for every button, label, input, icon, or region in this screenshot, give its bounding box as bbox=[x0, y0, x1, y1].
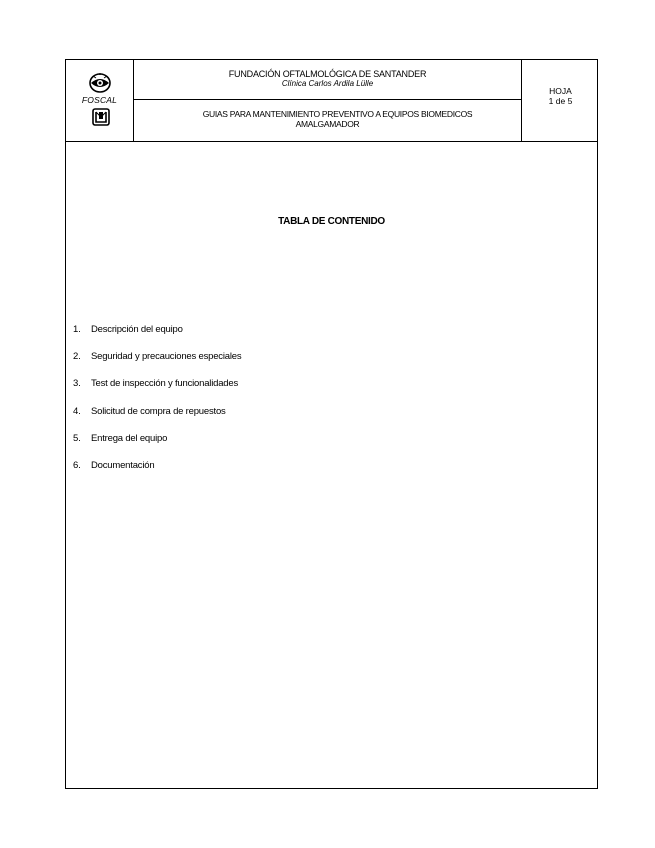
document-page bbox=[65, 59, 598, 789]
document-title: GUIAS PARA MANTENIMIENTO PREVENTIVO A EQUIPOS BIOMEDICOS bbox=[202, 109, 473, 119]
toc-item-number: 2. bbox=[73, 351, 81, 363]
document-title-block bbox=[134, 100, 521, 141]
eye-emblem-icon bbox=[86, 72, 114, 94]
toc-title: TABLA DE CONTENIDO bbox=[278, 216, 385, 227]
toc-item bbox=[73, 460, 241, 487]
toc-item-label: Solicitud de compra de repuestos bbox=[91, 405, 226, 417]
organization-name: FUNDACIÓN OFTALMOLÓGICA DE SANTANDER bbox=[228, 69, 427, 79]
toc-item-number: 3. bbox=[73, 378, 81, 390]
toc-item bbox=[73, 351, 241, 378]
toc-item bbox=[73, 378, 241, 405]
toc-item-label: Entrega del equipo bbox=[91, 432, 168, 444]
toc-item-number: 5. bbox=[73, 432, 81, 444]
organization-block bbox=[134, 60, 521, 100]
toc-item-label: Test de inspección y funcionalidades bbox=[91, 378, 239, 390]
toc-list bbox=[73, 324, 241, 487]
toc-item-number: 4. bbox=[73, 405, 81, 417]
toc-item-number: 1. bbox=[73, 324, 81, 335]
toc-item-label: Documentación bbox=[91, 459, 155, 471]
page-number-cell bbox=[522, 60, 599, 141]
header-title-cell bbox=[134, 60, 522, 141]
document-header bbox=[66, 60, 597, 142]
logo-cell bbox=[66, 60, 134, 141]
page-number: 1 de 5 bbox=[548, 96, 573, 106]
shield-emblem-icon bbox=[92, 108, 110, 126]
toc-item bbox=[73, 324, 241, 351]
document-subtitle: AMALGAMADOR bbox=[295, 119, 360, 129]
logo-label: FOSCAL bbox=[81, 95, 118, 105]
toc-item bbox=[73, 406, 241, 433]
toc-item-label: Seguridad y precauciones especiales bbox=[91, 351, 242, 363]
organization-subtitle: Clínica Carlos Ardila Lülle bbox=[281, 79, 374, 88]
page-label: HOJA bbox=[549, 86, 572, 96]
toc-item-number: 6. bbox=[73, 459, 81, 471]
toc-item-label: Descripción del equipo bbox=[91, 324, 183, 335]
toc-item bbox=[73, 433, 241, 460]
